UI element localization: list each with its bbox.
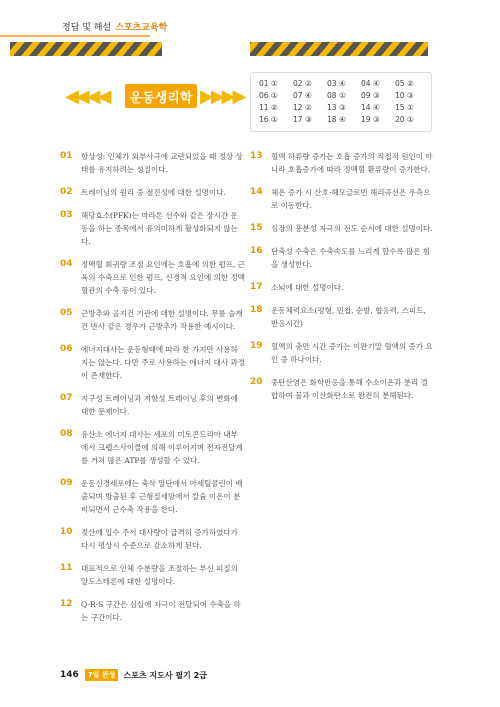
hazard-stripe-left (10, 42, 162, 56)
explanation-text: 소뇌에 대한 설명이다. (271, 283, 344, 292)
explanation-item (60, 258, 245, 297)
chevron-left-icon: ◀◀◀◀ (65, 86, 109, 107)
explanation-item (60, 562, 245, 588)
explanation-number: 12 (60, 599, 73, 609)
explanation-text: 체온 증가 시 산호-헤모글로빈 해리곡선은 우측으로 이동한다. (271, 188, 431, 210)
answer-number: 08 (327, 91, 337, 100)
explanation-item (60, 150, 245, 176)
explanations-left-column (60, 150, 245, 634)
answer-cell (395, 115, 429, 127)
explanation-number: 15 (250, 223, 263, 233)
header-rule (0, 35, 150, 37)
answer-number: 20 (395, 115, 405, 124)
explanation-text: 혈액 하류량 증가는 호흡 증가의 직접적 원인이 아니라 호흡증가에 따라 정맥혈 환류량이 증가한다. (271, 152, 433, 174)
explanation-text: 항상성: 인체가 외부사극에 교란되었을 때 정상 상태를 유지하려는 성질이다. (81, 152, 243, 174)
explanation-item (60, 598, 245, 624)
explanation-item (250, 186, 435, 212)
explanation-number: 18 (250, 305, 263, 315)
answer-cell (259, 115, 293, 127)
answer-key-box (250, 72, 432, 132)
answer-number: 06 (259, 91, 269, 100)
answer-number: 14 (361, 103, 371, 112)
answer-choice: ① (270, 79, 278, 88)
answer-number: 12 (293, 103, 303, 112)
explanation-number: 06 (60, 344, 73, 354)
explanation-number: 05 (60, 308, 73, 318)
answer-cell (259, 103, 293, 115)
answer-choice: ③ (406, 91, 414, 100)
explanation-number: 19 (250, 341, 263, 351)
answer-choice: ② (406, 79, 414, 88)
answer-choice: ② (304, 79, 312, 88)
explanation-number: 13 (250, 151, 263, 161)
answer-number: 18 (327, 115, 337, 124)
explanation-text: 정맥혈 회귀량 조절 요인에는 호흡에 의한 펌프, 근육의 수축으로 인한 펌프, 신경적 요인에 의한 정맥혈관의 수축 등이 있다. (81, 260, 245, 295)
explanation-number: 04 (60, 259, 73, 269)
answer-cell (395, 91, 429, 103)
explanation-text: 중탄산염은 화학반응을 통해 수소이온과 분리 결합하여 물과 이산화탄소로 완전히 분해된다. (271, 378, 428, 400)
explanation-number: 10 (60, 527, 73, 537)
answer-choice: ② (304, 103, 312, 112)
answer-choice: ③ (304, 115, 312, 124)
explanation-text: 혈액의 충만 시간 증가는 이완기말 혈액의 증가 요인 중 하나이다. (271, 342, 433, 364)
explanation-number: 14 (250, 187, 263, 197)
answer-cell (361, 79, 395, 91)
explanation-number: 17 (250, 282, 263, 292)
answer-number: 10 (395, 91, 405, 100)
answer-choice: ③ (372, 115, 380, 124)
answer-choice: ④ (338, 79, 346, 88)
explanation-item (250, 222, 435, 235)
explanation-number: 01 (60, 151, 73, 161)
explanation-item (250, 150, 435, 176)
explanation-text: 지구성 트레이닝과 저항성 트레이닝 후의 변화에 대한 문제이다. (81, 394, 238, 416)
answer-choice: ③ (338, 103, 346, 112)
answer-cell (327, 103, 361, 115)
explanation-text: 운동체력요소(평형, 민첩, 순발, 협응력, 스피드, 반응시간) (271, 306, 426, 328)
answer-key-grid (259, 79, 429, 127)
explanation-text: 운동신경세포에는 축삭 말단에서 아세틸콜린이 배출되며 방출된 후 근형질세망에서 칼슘 이온이 분비되면서 근수축 작용을 한다. (81, 479, 243, 514)
explanation-text: 해당효소(PFK)는 마라톤 선수와 같은 장시간 운동을 하는 종목에서 유의미하게 활성화되지 않는다. (81, 211, 238, 246)
answer-cell (395, 103, 429, 115)
explanation-item (250, 281, 435, 294)
answer-number: 13 (327, 103, 337, 112)
footer-tag: 7일 완성 (85, 669, 119, 681)
answer-cell (293, 79, 327, 91)
explanation-text: 대표적으로 인체 수분량을 조절하는 부신 피질의 알도스테론에 대한 설명이다. (81, 564, 238, 586)
page-footer (60, 669, 207, 681)
answer-cell (293, 115, 327, 127)
explanation-number: 08 (60, 429, 73, 439)
answer-number: 07 (293, 91, 303, 100)
chevron-right-icon: ▶▶▶▶ (200, 86, 244, 107)
explanation-item (250, 245, 435, 271)
answer-choice: ④ (338, 115, 346, 124)
explanation-text: 단축성 수축은 수축속도를 느리게 할수록 많은 힘을 생성한다. (271, 247, 431, 269)
answer-choice: ① (406, 115, 414, 124)
explanation-item (60, 209, 245, 248)
answer-choice: ④ (372, 103, 380, 112)
explanation-number: 07 (60, 393, 73, 403)
answer-choice: ② (270, 103, 278, 112)
answer-cell (361, 91, 395, 103)
answer-number: 09 (361, 91, 371, 100)
explanation-text: Q-R-S 구간은 심실에 자극이 전달되어 수축을 하는 구간이다. (81, 600, 241, 622)
explanation-text: 젖산에 입수 주서 대사량이 급격히 증가하였다가 다시 평상시 수준으로 감소하게 된다. (81, 528, 238, 550)
answer-cell (327, 79, 361, 91)
answer-number: 02 (293, 79, 303, 88)
answer-number: 04 (361, 79, 371, 88)
explanations-right-column (250, 150, 435, 412)
explanation-number: 16 (250, 246, 263, 256)
explanation-text: 유산소 에너지 대사는 세포의 미토콘드리아 내부에서 크렙스사이클에 의해 이루어지며 전자전달계를 거쳐 많은 ATP를 생성할 수 있다. (81, 430, 243, 465)
answer-cell (395, 79, 429, 91)
explanation-item (250, 340, 435, 366)
answer-choice: ① (406, 103, 414, 112)
explanation-item (60, 343, 245, 382)
explanation-item (60, 526, 245, 552)
running-header (62, 20, 167, 33)
answer-choice: ① (338, 91, 346, 100)
explanation-item (60, 428, 245, 467)
answer-cell (361, 103, 395, 115)
header-subject: 스포츠교육학 (115, 23, 168, 33)
explanation-number: 09 (60, 478, 73, 488)
explanation-number: 02 (60, 187, 73, 197)
answer-choice: ④ (372, 79, 380, 88)
answer-cell (327, 115, 361, 127)
page-number: 146 (60, 670, 79, 680)
answer-choice: ③ (372, 91, 380, 100)
explanation-number: 03 (60, 210, 73, 220)
section-title-banner (10, 80, 250, 112)
answer-number: 11 (259, 103, 269, 112)
answer-choice: ④ (304, 91, 312, 100)
explanation-number: 20 (250, 377, 263, 387)
explanation-text: 에너지대사는 운동형태에 따라 한 가지만 사용하지는 않는다. 다만 주로 사용하는 에너지 대사 과정이 존재한다. (81, 345, 245, 380)
answer-number: 19 (361, 115, 371, 124)
answer-number: 01 (259, 79, 269, 88)
section-title: 운동생리학 (129, 90, 193, 106)
answer-cell (327, 91, 361, 103)
answer-cell (361, 115, 395, 127)
answer-cell (293, 103, 327, 115)
answer-choice: ① (270, 91, 278, 100)
answer-number: 16 (259, 115, 269, 124)
answer-choice: ① (270, 115, 278, 124)
answer-number: 05 (395, 79, 405, 88)
answer-cell (259, 79, 293, 91)
answer-cell (293, 91, 327, 103)
answer-number: 03 (327, 79, 337, 88)
answer-number: 17 (293, 115, 303, 124)
explanation-number: 11 (60, 563, 73, 573)
section-title-badge (125, 84, 197, 108)
book-title: 스포츠 지도사 필기 2급 (123, 670, 207, 680)
answer-cell (259, 91, 293, 103)
explanation-text: 심장의 흥분성 자극의 전도 순서에 대한 설명이다. (271, 224, 433, 233)
explanation-item (60, 392, 245, 418)
explanation-text: 트레이닝의 원리 중 점진성에 대한 설명이다. (81, 188, 226, 197)
explanation-item (250, 376, 435, 402)
answer-number: 15 (395, 103, 405, 112)
explanation-item (60, 477, 245, 516)
header-label: 정답 및 해설 (62, 23, 112, 33)
explanation-item (60, 186, 245, 199)
explanation-item (60, 307, 245, 333)
explanation-text: 근방추와 골지건 기관에 대한 설명이다. 무릎 슬개건 반사 같은 경우가 근방추가 작용한 예시이다. (81, 309, 243, 331)
explanation-item (250, 304, 435, 330)
hazard-stripe-right (250, 42, 428, 56)
